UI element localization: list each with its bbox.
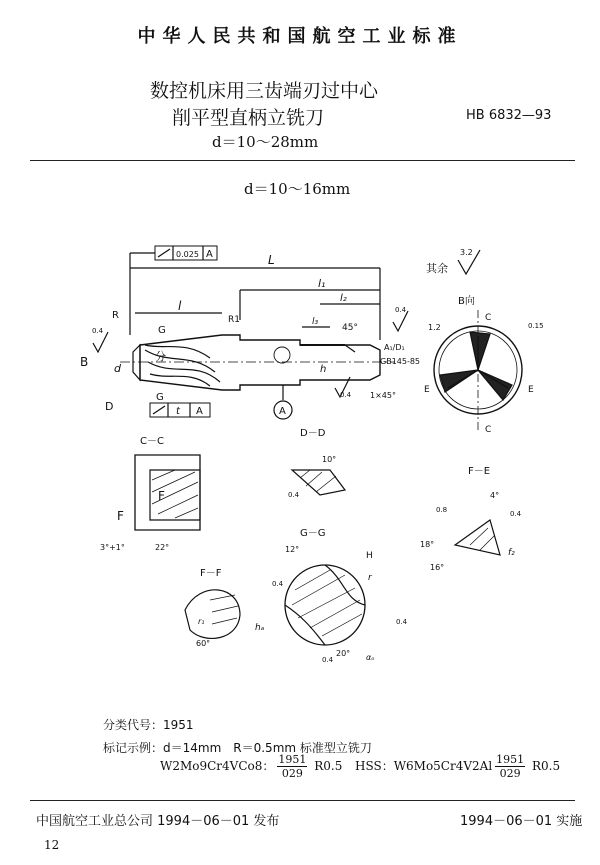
b-view [424, 294, 544, 435]
effective-statement: 1994－06－01 实施 [460, 814, 583, 829]
b-view-title: B向 [458, 296, 475, 307]
material-2-suffix: R0.5 [532, 759, 561, 773]
label-F-section: F [158, 489, 165, 503]
label-shank-note1: A₁/D₁ [384, 343, 405, 352]
label-f2: f₂ [508, 548, 515, 558]
label-4deg: 4° [490, 491, 500, 500]
standard-header: 中华人民共和国航空工业标准 [137, 26, 463, 47]
title-line-1: 数控机床用三齿端刃过中心 [150, 80, 379, 102]
tolerance-value: 0.025 [176, 250, 199, 259]
label-10deg: 10° [322, 455, 337, 464]
footer-divider [30, 800, 575, 801]
label-22deg: 22° [155, 543, 170, 552]
roughness-mark-1: 0.4 [92, 327, 104, 335]
section-f-e [420, 466, 522, 572]
label-r1: r₁ [198, 617, 205, 626]
label-chamfer: 1×45° [370, 391, 396, 400]
section-c-c [100, 436, 200, 552]
roughness-dd: 0.4 [288, 491, 300, 499]
label-E-right: E [528, 385, 534, 395]
end-mill-side-view [80, 246, 420, 419]
label-20deg: 20° [336, 649, 351, 658]
label-fen: 分 [155, 350, 166, 363]
material-2-fraction [495, 753, 525, 780]
label-h: h [320, 364, 327, 375]
runout-datum: A [196, 406, 203, 417]
material-1-designation [160, 753, 342, 780]
material-1-name: W2Mo9Cr4VCo8： [160, 759, 275, 773]
roughness-fe-2: 0.4 [510, 510, 522, 518]
material-2-numerator: 1951 [496, 753, 525, 766]
roughness-mark-2: 0.4 [395, 306, 407, 314]
label-H: H [366, 551, 373, 561]
material-1-numerator: 1951 [278, 753, 307, 766]
label-E-left: E [424, 385, 430, 395]
dim-l3: l₃ [312, 317, 319, 327]
material-1-denominator: 029 [281, 767, 303, 780]
label-60deg: 60° [196, 639, 211, 648]
section-d-d-title: D－D [300, 428, 326, 439]
label-d: d [114, 362, 121, 375]
label-18deg: 18° [420, 540, 435, 549]
material-2-prefix: HSS：W6Mo5Cr4V2Al [355, 759, 493, 773]
dim-l1: l₁ [318, 277, 326, 290]
section-g-g [255, 528, 408, 664]
rest-note: 其余 [426, 262, 448, 275]
label-D: D [105, 400, 114, 413]
material-1-suffix: R0.5 [314, 759, 343, 773]
section-f-f-title: F－F [200, 568, 222, 579]
label-C-bottom: C [485, 425, 492, 435]
rest-roughness [426, 248, 480, 275]
roughness-gg-1: 0.4 [272, 580, 284, 588]
section-d-d [288, 428, 345, 499]
label-F-arrow: F [117, 509, 124, 523]
dim-l2: l₂ [340, 293, 347, 304]
label-G-bottom: G [156, 392, 164, 403]
material-2-designation [355, 753, 560, 780]
classification-code: 分类代号：1951 [103, 718, 194, 732]
roughness-gg-2: 0.4 [396, 618, 408, 626]
datum-A-symbol: A [279, 406, 286, 417]
issue-statement: 中国航空工业总公司 1994－06－01 发布 [36, 814, 280, 829]
label-16deg: 16° [430, 563, 445, 572]
roughness-fe-1: 0.8 [436, 506, 448, 514]
section-f-f [185, 568, 240, 648]
material-2-denominator: 029 [499, 767, 521, 780]
section-c-c-title: C－C [140, 436, 164, 447]
label-alpha-o: αₒ [366, 653, 375, 662]
label-R1: R1 [228, 315, 240, 325]
size-subrange: d＝10～16mm [244, 180, 351, 198]
page-number: 12 [44, 838, 60, 852]
roughness-gg-3: 0.4 [322, 656, 334, 664]
title-line-2: 削平型直柄立铣刀 [172, 107, 325, 129]
label-0-15: 0.15 [528, 322, 544, 330]
standard-number: HB 6832—93 [466, 108, 552, 123]
rest-roughness-value: 3.2 [460, 248, 473, 257]
label-1-2: 1.2 [428, 323, 441, 332]
label-shank-note2: GB145-85 [380, 357, 421, 366]
dim-L: L [268, 253, 275, 267]
material-1-fraction [277, 753, 307, 780]
label-G-top: G [158, 325, 166, 336]
label-3deg: 3°+1° [100, 543, 125, 552]
label-12deg: 12° [285, 545, 300, 554]
tolerance-datum: A [206, 249, 213, 260]
runout-t: t [176, 406, 180, 417]
roughness-mark-3: 0.4 [340, 391, 352, 399]
size-range: d＝10～28mm [212, 133, 319, 151]
label-45deg: 45° [342, 323, 358, 333]
marking-example: 标记示例：d＝14mm R＝0.5mm 标准型立铣刀 [103, 741, 372, 755]
dim-l: l [178, 299, 182, 313]
label-r: r [368, 573, 372, 583]
label-C-top: C [485, 313, 492, 323]
label-R: R [112, 310, 119, 321]
label-ha: hₐ [255, 623, 265, 633]
section-g-g-title: G－G [300, 528, 326, 539]
section-f-e-title: F－E [468, 466, 491, 477]
label-B: B [80, 355, 89, 369]
